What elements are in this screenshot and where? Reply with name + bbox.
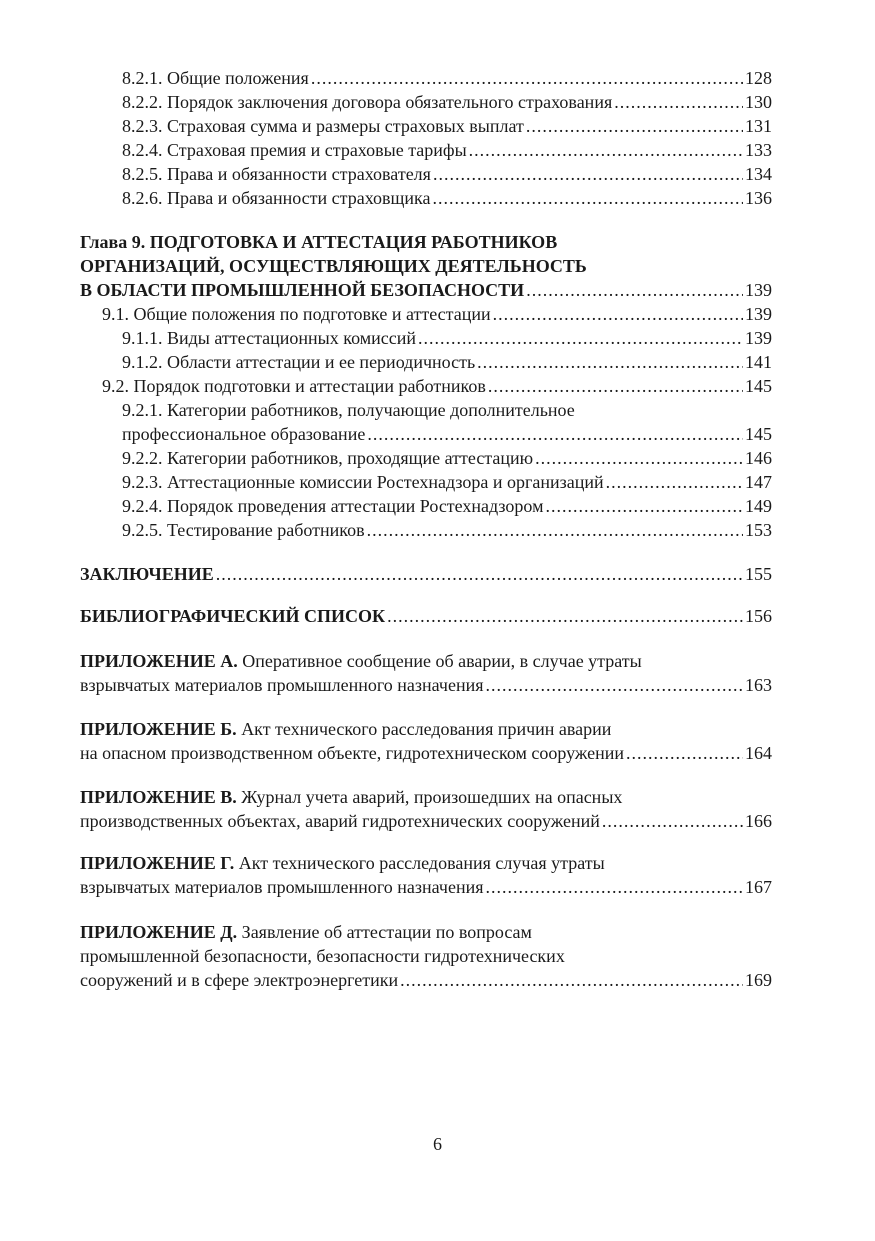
entry-page: 156 (745, 606, 772, 626)
dot-leader (387, 604, 743, 628)
entry-page: 167 (745, 877, 772, 897)
entry-page: 155 (745, 564, 772, 584)
dot-leader (526, 278, 743, 302)
entry-page: 139 (745, 328, 772, 348)
entry-title: Акт технического расследования причин аварии (236, 719, 612, 739)
appendix-label: ПРИЛОЖЕНИЕ Б. (80, 719, 237, 739)
dot-leader (433, 162, 743, 186)
dot-leader (602, 809, 743, 833)
toc-entry-8-2-2 (80, 90, 772, 114)
appendix-label: ПРИЛОЖЕНИЕ А. (80, 651, 238, 671)
toc-entry-9-2-4 (80, 494, 772, 518)
entry-title: 8.2.6. Права и обязанности страховщика (122, 188, 431, 208)
toc-chapter-9 (80, 230, 772, 542)
entry-title: 8.2.4. Страховая премия и страховые тарифы (122, 140, 467, 160)
dot-leader (469, 138, 743, 162)
toc-entry-9-1 (80, 302, 772, 326)
entry-title: БИБЛИОГРАФИЧЕСКИЙ СПИСОК (80, 606, 386, 626)
entry-title: на опасном производственном объекте, гидротехническом сооружении (80, 743, 625, 763)
entry-title: 9.1.1. Виды аттестационных комиссий (122, 328, 417, 348)
toc-section-8-2 (80, 66, 772, 210)
entry-title: 8.2.2. Порядок заключения договора обязательного страхования (122, 92, 613, 112)
toc-appendix-a (80, 649, 772, 697)
dot-leader (433, 186, 744, 210)
entry-title: ЗАКЛЮЧЕНИЕ (80, 564, 214, 584)
entry-page: 164 (745, 743, 772, 763)
entry-page: 134 (745, 164, 772, 184)
entry-page: 169 (745, 970, 772, 990)
toc-entry-9-1-1 (80, 326, 772, 350)
entry-page: 149 (745, 496, 772, 516)
toc-conclusion (80, 562, 772, 586)
entry-title: Заявление об аттестации по вопросам (237, 922, 532, 942)
toc-entry-8-2-4 (80, 138, 772, 162)
entry-title: 8.2.3. Страховая сумма и размеры страховых выплат (122, 116, 524, 136)
entry-title: сооружений и в сфере электроэнергетики (80, 970, 399, 990)
toc-appendix-b (80, 717, 772, 765)
toc-appendix-v (80, 785, 772, 833)
dot-leader (486, 673, 744, 697)
entry-page: 128 (745, 68, 772, 88)
dot-leader (614, 90, 743, 114)
dot-leader (367, 422, 743, 446)
entry-page: 147 (745, 472, 772, 492)
appendix-label: ПРИЛОЖЕНИЕ Г. (80, 853, 235, 873)
toc-bibliography (80, 604, 772, 628)
dot-leader (493, 302, 743, 326)
entry-page: 136 (745, 188, 772, 208)
toc-entry-8-2-3 (80, 114, 772, 138)
dot-leader (400, 968, 743, 992)
toc-entry-9-2-1 (80, 398, 772, 422)
entry-title: взрывчатых материалов промышленного назначения (80, 675, 484, 695)
toc-appendix-d (80, 920, 772, 992)
entry-title: 8.2.5. Права и обязанности страхователя (122, 164, 431, 184)
dot-leader (606, 470, 743, 494)
chapter-title-line: Глава 9. ПОДГОТОВКА И АТТЕСТАЦИЯ РАБОТНИКОВ (80, 232, 558, 252)
entry-title: промышленной безопасности, безопасности гидротехнических (80, 946, 565, 966)
entry-page: 139 (745, 280, 772, 300)
dot-leader (488, 374, 743, 398)
entry-title: производственных объектах, аварий гидротехнических сооружений (80, 811, 600, 831)
entry-title: Оперативное сообщение об аварии, в случае утраты (237, 651, 642, 671)
entry-page: 131 (745, 116, 772, 136)
entry-title: 9.2.3. Аттестационные комиссии Ростехнадзора и организаций (122, 472, 604, 492)
entry-title: 9.2.5. Тестирование работников (122, 520, 365, 540)
entry-title: Акт технического расследования случая утраты (234, 853, 605, 873)
entry-title: взрывчатых материалов промышленного назначения (80, 877, 484, 897)
toc-entry-9-1-2 (80, 350, 772, 374)
entry-page: 145 (745, 376, 772, 396)
entry-title: 9.2.2. Категории работников, проходящие аттестацию (122, 448, 534, 468)
entry-page: 153 (745, 520, 772, 540)
toc-appendix-g (80, 851, 772, 899)
dot-leader (486, 875, 744, 899)
entry-page: 163 (745, 675, 772, 695)
entry-page: 139 (745, 304, 772, 324)
appendix-label: ПРИЛОЖЕНИЕ В. (80, 787, 237, 807)
toc-entry-8-2-1 (80, 66, 772, 90)
toc-entry-9-2-1-cont (80, 422, 772, 446)
dot-leader (626, 741, 743, 765)
entry-page: 133 (745, 140, 772, 160)
chapter-title-line: В ОБЛАСТИ ПРОМЫШЛЕННОЙ БЕЗОПАСНОСТИ (80, 280, 525, 300)
dot-leader (418, 326, 743, 350)
entry-title: профессиональное образование (122, 424, 366, 444)
entry-title: 9.1. Общие положения по подготовке и аттестации (102, 304, 491, 324)
entry-page: 145 (745, 424, 772, 444)
entry-page: 146 (745, 448, 772, 468)
dot-leader (477, 350, 743, 374)
dot-leader (216, 562, 743, 586)
toc-entry-8-2-5 (80, 162, 772, 186)
dot-leader (535, 446, 743, 470)
entry-title: Журнал учета аварий, произошедших на опасных (236, 787, 623, 807)
dot-leader (311, 66, 743, 90)
entry-title: 9.2. Порядок подготовки и аттестации работников (102, 376, 486, 396)
toc-entry-8-2-6 (80, 186, 772, 210)
dot-leader (545, 494, 743, 518)
entry-title: 8.2.1. Общие положения (122, 68, 309, 88)
entry-page: 130 (745, 92, 772, 112)
entry-title: 9.2.1. Категории работников, получающие дополнительное (122, 400, 575, 420)
dot-leader (367, 518, 743, 542)
dot-leader (526, 114, 743, 138)
chapter-title-line: ОРГАНИЗАЦИЙ, ОСУЩЕСТВЛЯЮЩИХ ДЕЯТЕЛЬНОСТЬ (80, 256, 587, 276)
entry-page: 141 (745, 352, 772, 372)
page-number: 6 (433, 1134, 442, 1154)
entry-page: 166 (745, 811, 772, 831)
toc-entry-9-2-2 (80, 446, 772, 470)
toc-entry-9-2-5 (80, 518, 772, 542)
appendix-label: ПРИЛОЖЕНИЕ Д. (80, 922, 238, 942)
entry-title: 9.1.2. Области аттестации и ее периодичность (122, 352, 476, 372)
toc-entry-9-2 (80, 374, 772, 398)
entry-title: 9.2.4. Порядок проведения аттестации Ростехнадзором (122, 496, 544, 516)
toc-entry-9-2-3 (80, 470, 772, 494)
